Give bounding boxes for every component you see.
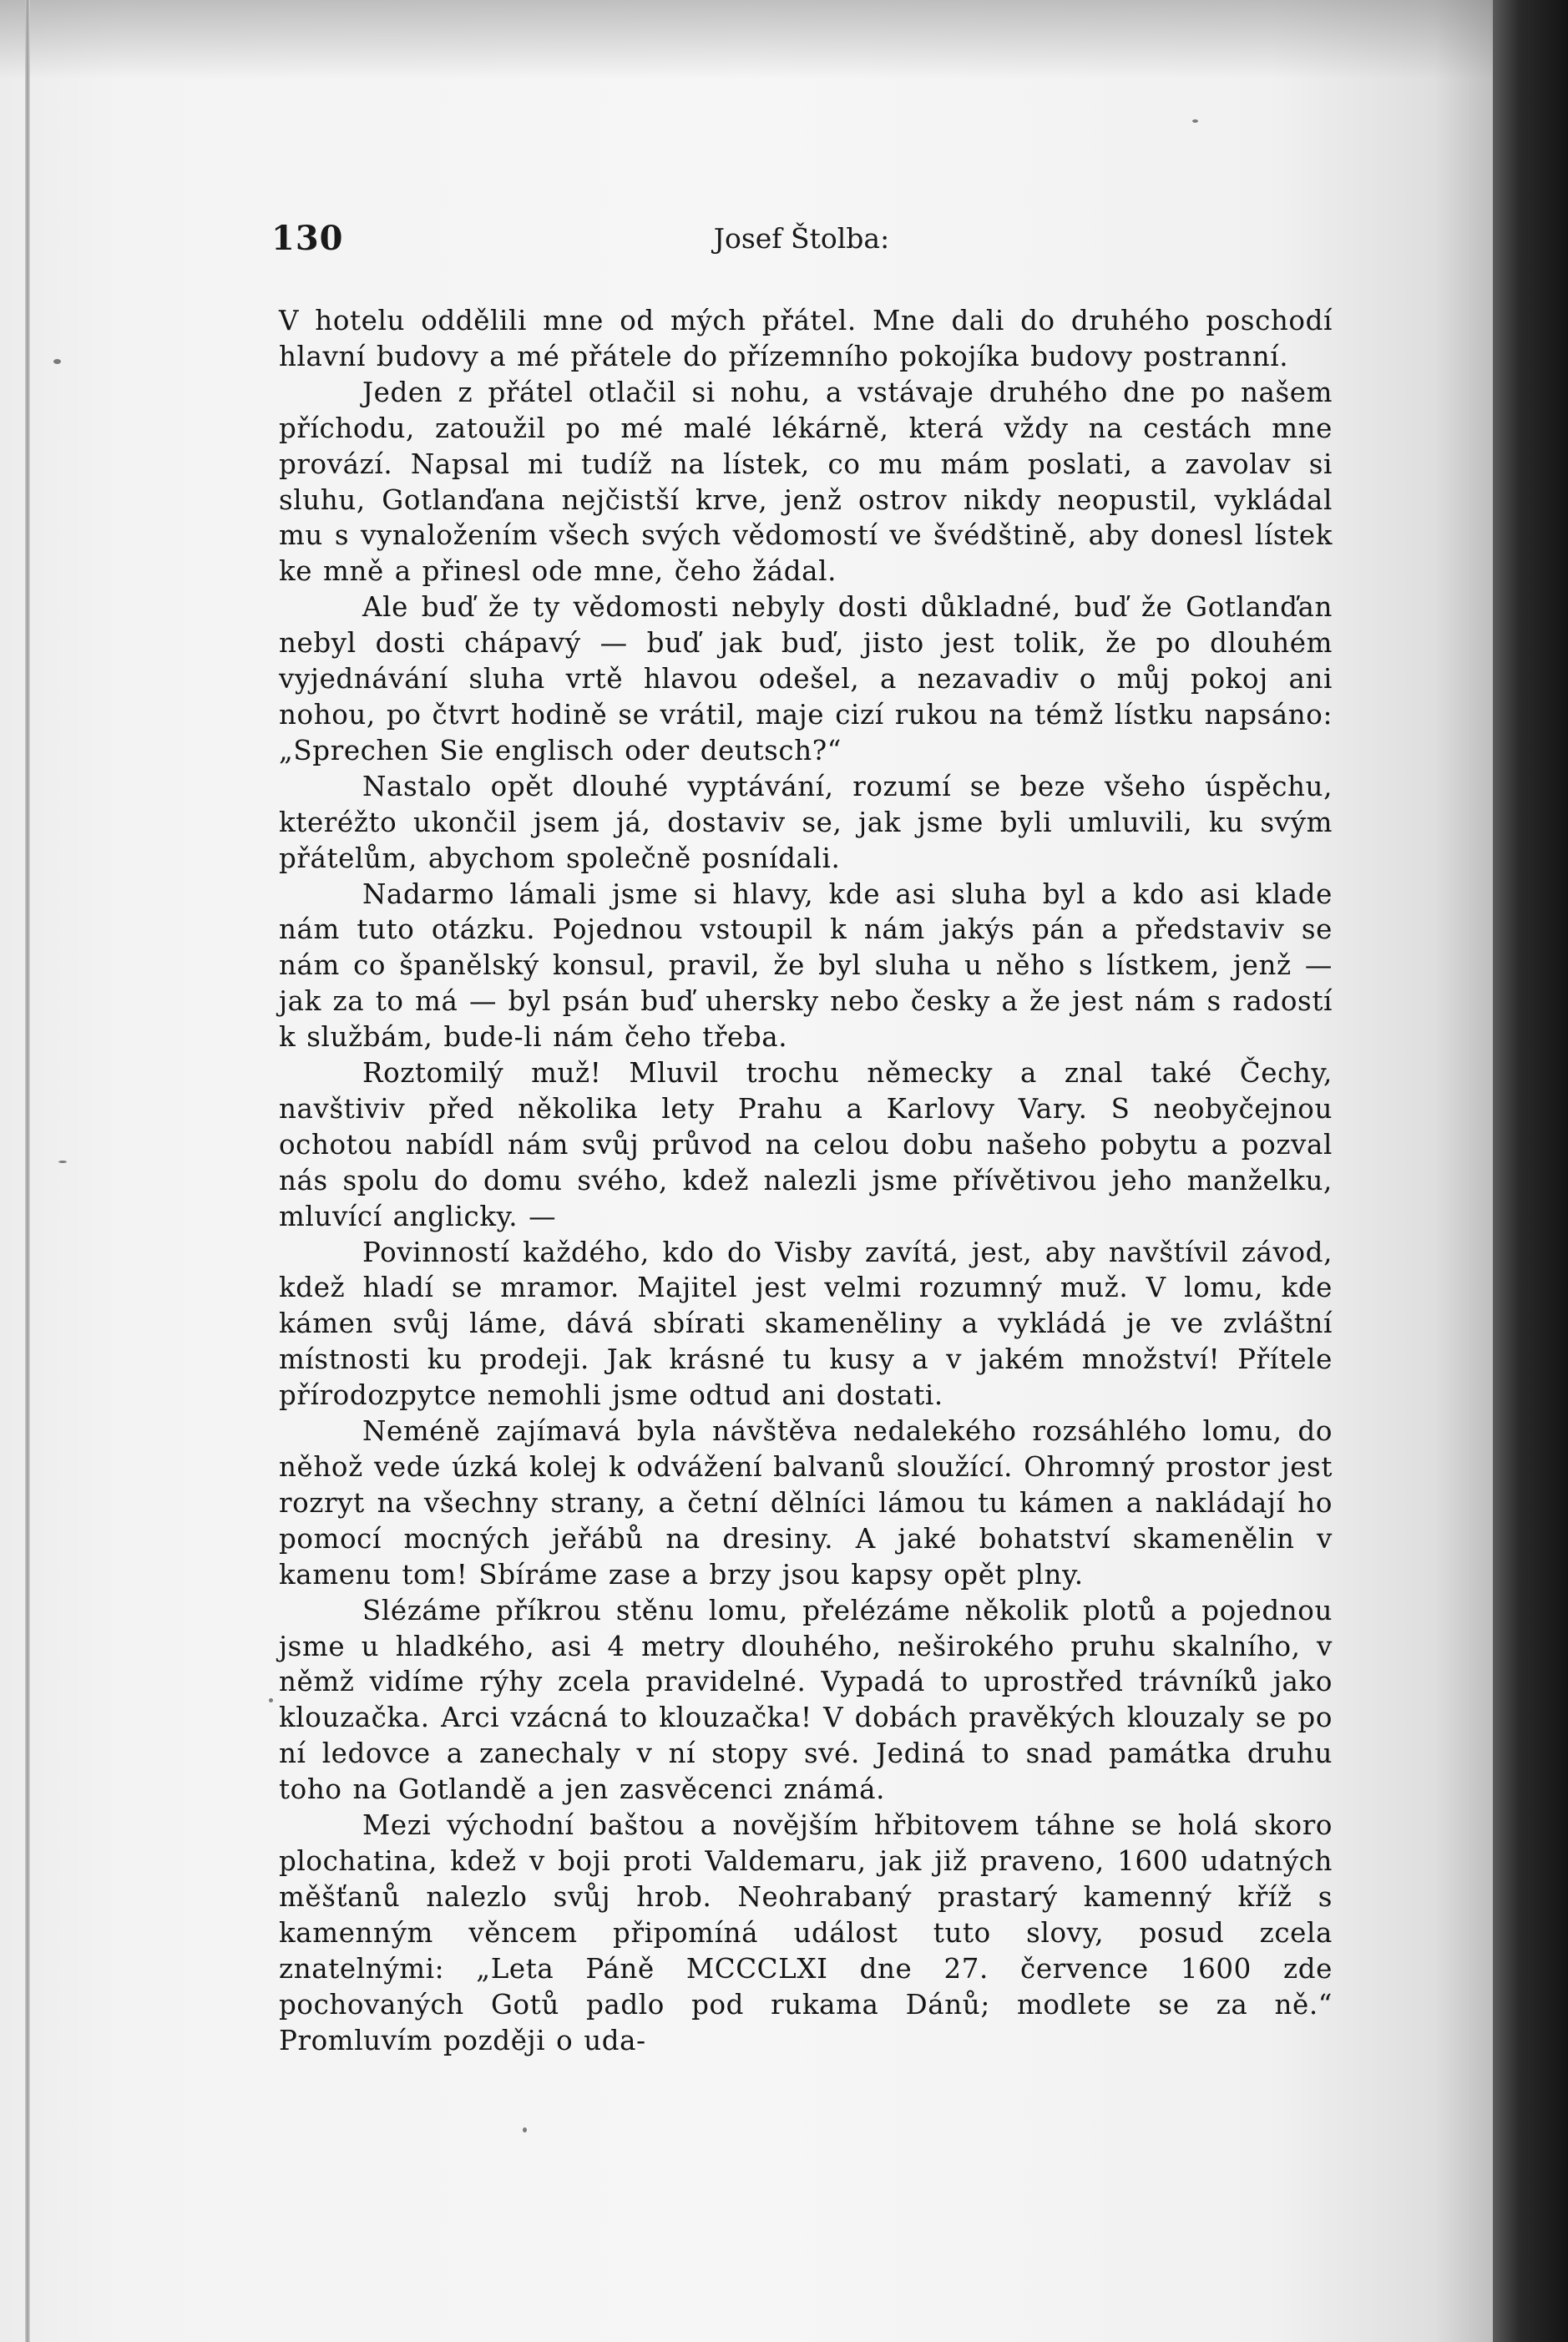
scan-speck — [523, 2127, 527, 2132]
paragraph-5: Nadarmo lámali jsme si hlavy, kde asi sluha byl a kdo asi klade nám tuto otázku. Pojednou vstoupil k nám jakýs pán a představiv se nám co španělský konsul, pravil, že byl sluha u něho s lístkem, jenž — jak za to má — byl psán buď uhersky nebo česky a že jest nám s radostí k službám, bude-li nám čeho třeba. — [279, 878, 1333, 1054]
paragraph-8: Neméně zajímavá byla návštěva nedalekého rozsáhlého lomu, do něhož vede úzká kolej k odvážení balvanů sloužící. Ohromný prostor jest rozryt na všechny strany, a četní dělníci lámou tu kámen a nakládají ho pomocí mocných jeřábů na dresiny. A jaké bohatství skamenělin v kamenu tom! Sbíráme zase a brzy jsou kapsy opět plny. — [279, 1415, 1333, 1591]
scan-top-shadow — [0, 0, 1495, 79]
paragraph-9: Slézáme příkrou stěnu lomu, přelézáme několik plotů a pojednou jsme u hladkého, asi 4 metry dlouhého, neširokého pruhu skalního, v němž vidíme rýhy zcela pravidelné. Vypadá to uprostřed trávníků jako klouzačka. Arci vzácná to klouzačka! V dobách pravěkých klouzaly se po ní ledovce a zanechaly v ní stopy své. Jediná to snad památka druhu toho na Gotlandě a jen zasvěcenci známá. — [279, 1594, 1333, 1806]
scan-speck — [58, 1161, 67, 1163]
running-header — [271, 219, 1332, 269]
paragraph-3: Ale buď že ty vědomosti nebyly dosti důkladné, buď že Gotlanďan nebyl dosti chápavý — buď jak buď, jisto jest tolik, že po dlouhém vyjednávání sluha vrtě hlavou odešel, a nezavadiv o můj pokoj ani nohou, po čtvrt hodině se vrátil, maje cizí rukou na témž lístku napsáno: „Sprechen Sie englisch oder deutsch?“ — [279, 591, 1333, 766]
paragraph-7: Povinností každého, kdo do Visby zavítá, jest, aby navštívil závod, kdež hladí se mramor. Majitel jest velmi rozumný muž. V lomu, kde kámen svůj láme, dává sbírati skameněliny a vykládá je ve zvláštní místnosti ku prodeji. Jak krásné tu kusy a v jakém množství! Přítele přírodozpytce nemohli jsme odtud ani dostati. — [279, 1236, 1333, 1412]
scan-left-edge-line — [25, 0, 30, 2342]
scan-speck — [53, 359, 61, 364]
scan-speck — [269, 1698, 273, 1702]
scan-speck — [1192, 119, 1198, 123]
paragraph-10: Mezi východní baštou a novějším hřbitovem táhne se holá skoro plochatina, kdež v boji proti Valdemaru, jak již praveno, 1600 udatných měšťanů nalezlo svůj hrob. Neohrabaný prastarý kamenný kříž s kamenným věncem připomíná událost tuto slovy, posud zcela znatelnými: „Leta Páně MCCCLXI dne 27. července 1600 zde pochovaných Gotů padlo pod rukama Dánů; modlete se za ně.“ Promluvím později o uda- — [279, 1809, 1333, 2056]
body-text — [279, 303, 1333, 2058]
paragraph-1: V hotelu oddělili mne od mých přátel. Mne dali do druhého poschodí hlavní budovy a mé přátele do přízemního pokojíka budovy postranní. — [279, 305, 1333, 372]
paragraph-6: Roztomilý muž! Mluvil trochu německy a znal také Čechy, navštiviv před několika lety Prahu a Karlovy Vary. S neobyčejnou ochotou nabídl nám svůj průvod na celou dobu našeho pobytu a pozval nás spolu do domu svého, kdež nalezli jsme přívětivou jeho manželku, mluvící anglicky. — — [279, 1057, 1333, 1232]
paragraph-2: Jeden z přátel otlačil si nohu, a vstávaje druhého dne po našem příchodu, zatoužil po mé malé lékárně, která vždy na cestách mne provází. Napsal mi tudíž na lístek, co mu mám poslati, a zavolav si sluhu, Gotlanďana nejčistší krve, jenž ostrov nikdy neopustil, vykládal mu s vynaložením všech svých vědomostí ve švédštině, aby donesl lístek ke mně a přinesl ode mne, čeho žádal. — [279, 376, 1333, 588]
scan-dark-margin — [1493, 0, 1568, 2342]
paragraph-4: Nastalo opět dlouhé vyptávání, rozumí se beze všeho úspěchu, kteréžto ukončil jsem já, dostaviv se, jak jsme byli umluvili, ku svým přátelům, abychom společně posnídali. — [279, 770, 1333, 874]
header-author-title: Josef Štolba: — [713, 222, 890, 255]
page-number: 130 — [271, 219, 344, 258]
